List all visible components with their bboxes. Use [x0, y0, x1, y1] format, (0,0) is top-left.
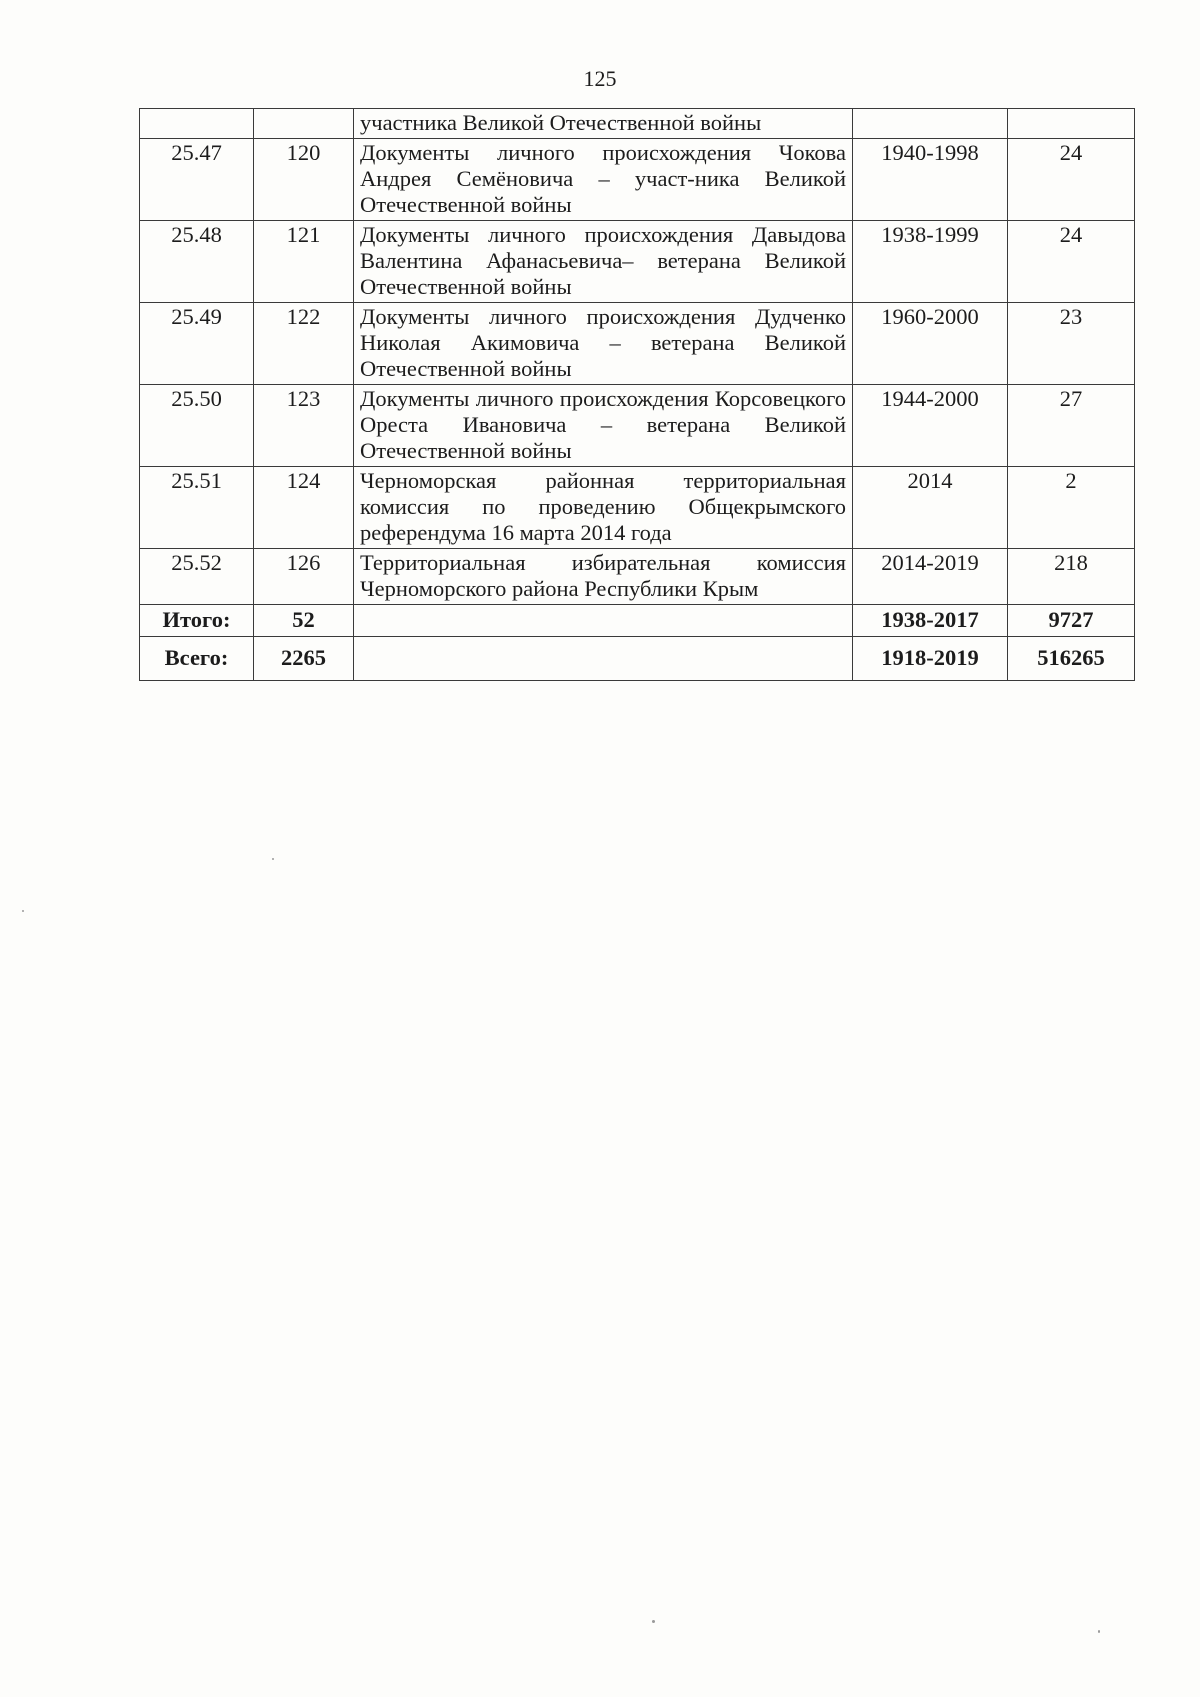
row-number-cell: 25.50	[140, 385, 254, 467]
fund-title-cell: Документы личного происхождения Дудченко Николая Акимовича – ветерана Великой Отечественной войны	[354, 303, 853, 385]
row-number-cell: 25.51	[140, 467, 254, 549]
years-cell	[853, 109, 1008, 139]
row-number-cell	[140, 109, 254, 139]
subtotal-funds: 52	[254, 605, 354, 637]
subtotal-row	[140, 605, 1135, 637]
years-cell: 1960-2000	[853, 303, 1008, 385]
scan-speck	[1098, 1630, 1100, 1633]
scan-speck	[652, 1620, 655, 1623]
fund-number-cell: 120	[254, 139, 354, 221]
count-cell: 23	[1008, 303, 1135, 385]
years-cell: 2014	[853, 467, 1008, 549]
table-row	[140, 109, 1135, 139]
table-row	[140, 139, 1135, 221]
table-row	[140, 467, 1135, 549]
table-row	[140, 385, 1135, 467]
scan-speck	[272, 858, 274, 860]
total-label: Всего:	[140, 637, 254, 681]
fund-title-cell: участника Великой Отечественной войны	[354, 109, 853, 139]
count-cell	[1008, 109, 1135, 139]
fund-number-cell: 123	[254, 385, 354, 467]
total-count: 516265	[1008, 637, 1135, 681]
fund-registry-table	[139, 108, 1135, 681]
fund-number-cell: 124	[254, 467, 354, 549]
total-years: 1918-2019	[853, 637, 1008, 681]
subtotal-empty-cell	[354, 605, 853, 637]
fund-title-cell: Территориальная избирательная комиссия Черноморского района Республики Крым	[354, 549, 853, 605]
subtotal-count: 9727	[1008, 605, 1135, 637]
fund-title-cell: Документы личного происхождения Корсовецкого Ореста Ивановича – ветерана Великой Отечественной войны	[354, 385, 853, 467]
count-cell: 27	[1008, 385, 1135, 467]
total-row	[140, 637, 1135, 681]
total-empty-cell	[354, 637, 853, 681]
subtotal-years: 1938-2017	[853, 605, 1008, 637]
fund-number-cell	[254, 109, 354, 139]
fund-number-cell: 126	[254, 549, 354, 605]
fund-title-cell: Документы личного происхождения Чокова Андрея Семёновича – участ-ника Великой Отечественной войны	[354, 139, 853, 221]
count-cell: 2	[1008, 467, 1135, 549]
page-number: 125	[583, 66, 617, 91]
years-cell: 1940-1998	[853, 139, 1008, 221]
fund-number-cell: 122	[254, 303, 354, 385]
row-number-cell: 25.49	[140, 303, 254, 385]
total-funds: 2265	[254, 637, 354, 681]
subtotal-label: Итого:	[140, 605, 254, 637]
fund-number-cell: 121	[254, 221, 354, 303]
row-number-cell: 25.47	[140, 139, 254, 221]
count-cell: 24	[1008, 221, 1135, 303]
count-cell: 24	[1008, 139, 1135, 221]
table-row	[140, 303, 1135, 385]
table-row	[140, 221, 1135, 303]
scan-speck	[22, 910, 24, 912]
table-row	[140, 549, 1135, 605]
count-cell: 218	[1008, 549, 1135, 605]
years-cell: 1938-1999	[853, 221, 1008, 303]
row-number-cell: 25.52	[140, 549, 254, 605]
years-cell: 1944-2000	[853, 385, 1008, 467]
row-number-cell: 25.48	[140, 221, 254, 303]
fund-title-cell: Черноморская районная территориальная комиссия по проведению Общекрымского референдума 16 марта 2014 года	[354, 467, 853, 549]
fund-title-cell: Документы личного происхождения Давыдова Валентина Афанасьевича– ветерана Великой Отечественной войны	[354, 221, 853, 303]
years-cell: 2014-2019	[853, 549, 1008, 605]
